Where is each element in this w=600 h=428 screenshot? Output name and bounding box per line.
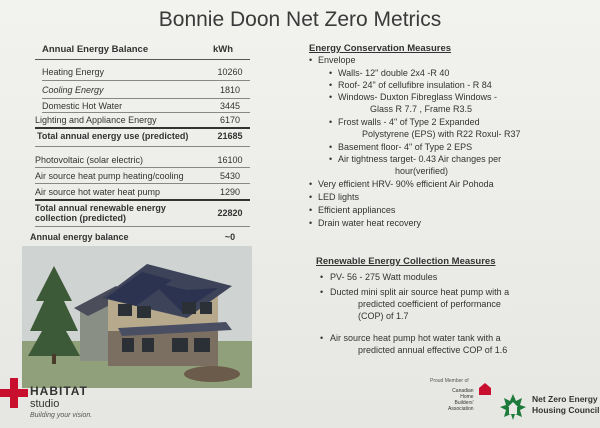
chba-line: Canadian xyxy=(452,388,474,394)
divider xyxy=(35,183,250,184)
list-item-cont: predicted coefficient of performance xyxy=(358,299,501,309)
house-rendering xyxy=(22,246,252,388)
nz-line2: Housing Council xyxy=(532,405,600,415)
list-item-cont: Glass R 7.7 , Frame R3.5 xyxy=(370,104,473,114)
habitat-tagline: Building your vision. xyxy=(30,412,93,419)
chba-line: Association xyxy=(448,406,474,412)
bullet-icon: • xyxy=(329,80,333,90)
list-item-cont: hour(verified) xyxy=(395,166,449,176)
list-item: Ducted mini split air source heat pump with a xyxy=(330,287,510,297)
page-title: Bonnie Doon Net Zero Metrics xyxy=(158,8,442,31)
bullet-icon: • xyxy=(320,272,324,282)
bullet-icon: • xyxy=(309,205,313,215)
habitat-studio: studio xyxy=(30,398,60,410)
list-item-cont: (COP) of 1.7 xyxy=(358,311,409,321)
renewable-heading: Renewable Energy Collection Measures xyxy=(316,256,496,267)
list-item: Air source heat pump hot water tank with a xyxy=(330,333,501,343)
list-item-cont: Polystyrene (EPS) with R22 Roxul- R37 xyxy=(362,129,521,139)
list-item: Walls- 12" double 2x4 -R 40 xyxy=(338,68,450,78)
divider xyxy=(42,80,250,81)
bullet-icon: • xyxy=(309,55,313,65)
habitat-logo-icon xyxy=(0,378,30,408)
bullet-icon: • xyxy=(320,333,324,343)
bullet-icon: • xyxy=(309,179,313,189)
chba-line: Home Builders' xyxy=(454,394,474,406)
divider xyxy=(35,199,250,201)
bullet-icon: • xyxy=(309,218,313,228)
envelope-label: Envelope xyxy=(318,55,356,65)
maple-leaf-house-icon xyxy=(498,392,528,422)
bullet-icon: • xyxy=(320,287,324,297)
list-item: PV- 56 - 275 Watt modules xyxy=(330,272,438,282)
bullet-icon: • xyxy=(329,142,333,152)
list-item: Efficient appliances xyxy=(318,205,396,215)
bullet-icon: • xyxy=(329,117,333,127)
divider xyxy=(42,112,250,113)
chba-name xyxy=(448,388,474,412)
list-item: Frost walls - 4" of Type 2 Expanded xyxy=(338,117,480,127)
bullet-icon: • xyxy=(329,154,333,164)
balance-header-label: Annual Energy Balance xyxy=(42,44,149,55)
bullet-icon: • xyxy=(329,92,333,102)
habitat-name: HABITAT xyxy=(30,384,88,398)
divider xyxy=(35,167,250,168)
list-item: Windows- Duxton Fibreglass Windows - xyxy=(338,92,498,102)
list-item: Roof- 24" of cellufibre insulation - R 84 xyxy=(338,80,492,90)
list-item: LED lights xyxy=(318,192,360,202)
chba-house-icon xyxy=(478,382,492,396)
divider xyxy=(35,127,250,129)
bullet-icon: • xyxy=(309,192,313,202)
poster: Bonnie Doon Net Zero Metrics Annual Energy Balance kWh Heating Energy 10260 Cooling Energy 1810 Domestic Hot Water 3445 Lighting and Appliance Energy 6170 Total annual energy use (predicted) 21685 Photovoltaic (solar electric) 16100 Air source heat pump heating/cooling 5430 Air source hot water heat pump 1290 Total annual renewable energy 22820 collection (predicted) Annual energy balance ~0 Energy Conservation Measures • Envelope • Walls- 12" double 2x4 -R 40 • Roof- 24" of cellufibre insulation - R 84 • Windows- Duxton Fibreglass Windows - Glass R 7.7 , Frame R3.5 • Frost walls - 4" of Type 2 Expanded Polystyrene (EPS) with R22 Roxul- R37 • Basement floor- 4" of Type 2 EPS • Air tightness target- 0.43 Air changes per hour(verified) • Very efficient HRV- 90% efficient Air Pohoda • LED lights • Efficient appliances • Drain water heat recovery Renewable Energy Collection Measures • PV- 56 - 275 Watt modules • Ducted mini split air source heat pump with a predicted coefficient of performance (COP) of 1.7 • Air source heat pump hot water tank with a predicted annual effective COP of 1.6 HABITAT studio Building your vision. Proud Member of Canadian Home Builders' Association Net Zero Energy Housing Council xyxy=(0,0,600,428)
list-item: Basement floor- 4" of Type 2 EPS xyxy=(338,142,473,152)
bullet-icon: • xyxy=(329,68,333,78)
list-item-cont: predicted annual effective COP of 1.6 xyxy=(358,345,508,355)
chba-proud-member: Proud Member of xyxy=(430,378,469,384)
list-item: Drain water heat recovery xyxy=(318,218,422,228)
list-item: Very efficient HRV- 90% efficient Air Pohoda xyxy=(318,179,494,189)
list-item: Air tightness target- 0.43 Air changes per xyxy=(338,154,502,164)
divider xyxy=(35,146,250,147)
divider xyxy=(42,98,250,99)
balance-header-unit: kWh xyxy=(213,44,234,55)
conservation-heading: Energy Conservation Measures xyxy=(309,43,452,54)
nz-line1: Net Zero Energy xyxy=(532,394,598,404)
divider xyxy=(35,226,250,227)
divider xyxy=(35,59,250,60)
